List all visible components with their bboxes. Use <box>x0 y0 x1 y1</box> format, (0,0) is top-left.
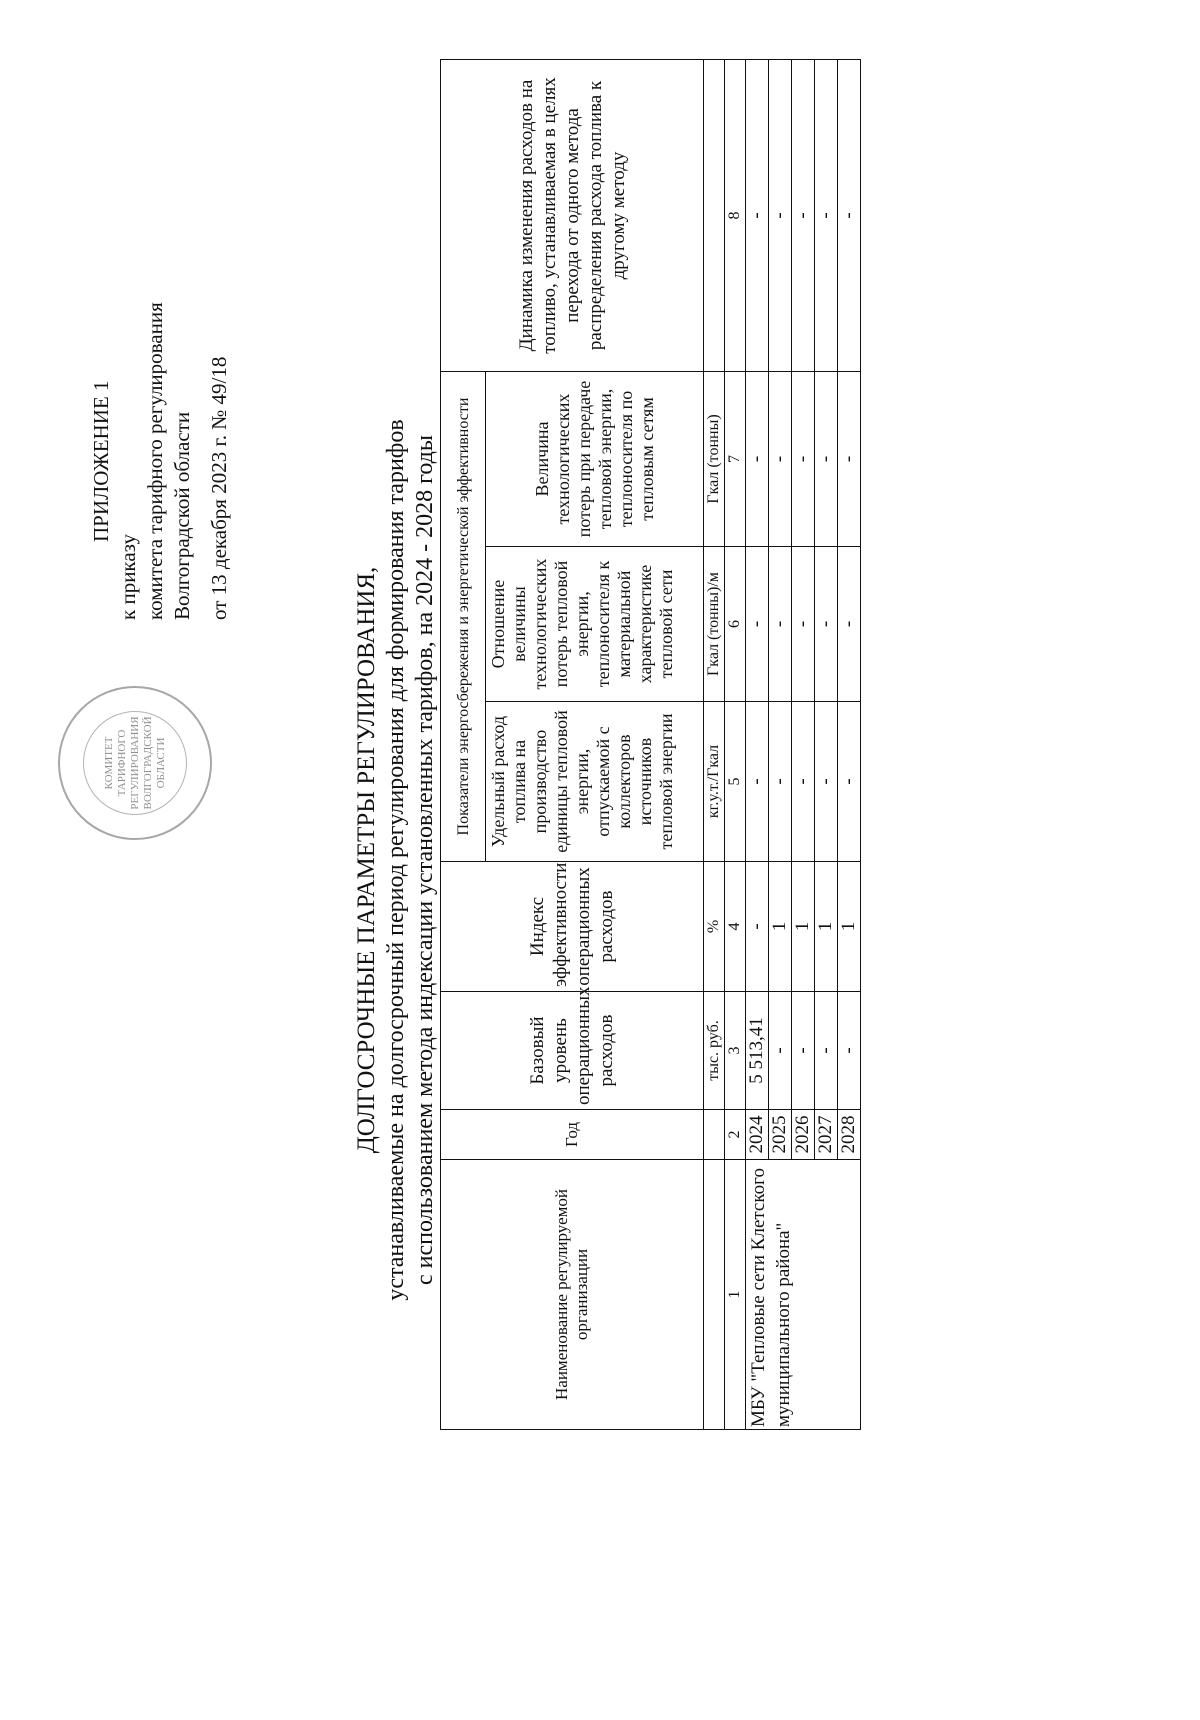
appendix-line: от 13 декабря 2023 г. № 49/18 <box>207 356 231 620</box>
unit-cell: Гкал (тонны)/м <box>704 547 725 702</box>
fuel-dynamics-cell: - <box>769 59 792 371</box>
fuel-rate-cell: - <box>792 702 815 862</box>
header-year: Год <box>441 1110 704 1160</box>
tech-losses-cell: - <box>815 371 838 546</box>
loss-ratio-cell: - <box>815 547 838 702</box>
document-title: ДОЛГОСРОЧНЫЕ ПАРАМЕТРЫ РЕГУЛИРОВАНИЯ, <box>353 566 380 1154</box>
index-cell: 1 <box>815 862 838 992</box>
unit-cell <box>704 1110 725 1160</box>
appendix-line: к приказу <box>116 534 140 620</box>
column-number: 2 <box>725 1110 746 1160</box>
index-cell: 1 <box>838 862 861 992</box>
appendix-line: комитета тарифного регулирования <box>143 302 167 620</box>
appendix-block <box>88 100 233 620</box>
loss-ratio-cell: - <box>769 547 792 702</box>
base-opex-cell: - <box>838 992 861 1110</box>
parameters-table-wrapper <box>440 60 861 1430</box>
fuel-rate-cell: - <box>838 702 861 862</box>
loss-ratio-cell: - <box>746 547 769 702</box>
column-number: 8 <box>725 59 746 371</box>
header-energy-group: Показатели энергосбережения и энергетической эффективности <box>441 371 486 861</box>
year-cell: 2027 <box>815 1110 838 1160</box>
header-org: Наименование регулируемой организации <box>441 1160 704 1430</box>
tech-losses-cell: - <box>769 371 792 546</box>
column-number: 3 <box>725 992 746 1110</box>
header-fuel-rate: Удельный расход топлива на производство единицы тепловой энергии, отпускаемой с коллекторов источников тепловой энергии <box>486 702 704 862</box>
document-subtitle: с использованием метода индексации установленных тарифов, на 2024 - 2028 годы <box>412 435 438 1285</box>
header-tech-losses: Величина технологических потерь при передаче тепловой энергии, теплоносителя по тепловым сетям <box>486 371 704 546</box>
header-loss-ratio: Отношение величины технологических потерь тепловой энергии, теплоносителя к материальной характеристике тепловой сети <box>486 547 704 702</box>
fuel-dynamics-cell: - <box>815 59 838 371</box>
unit-cell: % <box>704 862 725 992</box>
column-number: 7 <box>725 371 746 546</box>
fuel-dynamics-cell: - <box>746 59 769 371</box>
column-number: 1 <box>725 1160 746 1430</box>
header-fuel-dynamics: Динамика изменения расходов на топливо, устанавливаемая в целях перехода от одного метода распределения расхода топлива к другому методу <box>441 59 704 371</box>
index-cell: - <box>746 862 769 992</box>
year-cell: 2028 <box>838 1110 861 1160</box>
header-base-opex: Базовый уровень операционных расходов <box>441 992 704 1110</box>
base-opex-cell: - <box>769 992 792 1110</box>
base-opex-cell: - <box>792 992 815 1110</box>
header-row <box>441 59 486 1429</box>
fuel-dynamics-cell: - <box>838 59 861 371</box>
appendix-line: ПРИЛОЖЕНИЕ 1 <box>89 380 113 542</box>
year-cell: 2024 <box>746 1110 769 1160</box>
year-cell: 2026 <box>792 1110 815 1160</box>
seal-inner-ring <box>83 711 187 815</box>
fuel-rate-cell: - <box>746 702 769 862</box>
unit-cell: кг.у.т./Гкал <box>704 702 725 862</box>
base-opex-cell: 5 513,41 <box>746 992 769 1110</box>
column-number: 6 <box>725 547 746 702</box>
column-number: 5 <box>725 702 746 862</box>
seal-text: КОМИТЕТ ТАРИФНОГО РЕГУЛИРОВАНИЯ ВОЛГОГРАДСКОЙ ОБЛАСТИ <box>102 716 167 810</box>
fuel-dynamics-cell: - <box>792 59 815 371</box>
official-seal <box>58 686 212 840</box>
appendix-line: Волгоградской области <box>170 411 194 620</box>
parameters-table <box>440 59 861 1430</box>
tech-losses-cell: - <box>838 371 861 546</box>
units-row <box>704 59 725 1429</box>
fuel-rate-cell: - <box>815 702 838 862</box>
year-cell: 2025 <box>769 1110 792 1160</box>
fuel-rate-cell: - <box>769 702 792 862</box>
organization-name: МБУ "Тепловые сети Клетского муниципального района" <box>746 1160 861 1430</box>
column-numbers-row <box>725 59 746 1429</box>
document-subtitle: устанавливаемые на долгосрочный период регулирования для формирования тарифов <box>383 419 409 1301</box>
loss-ratio-cell: - <box>838 547 861 702</box>
unit-cell: тыс. руб. <box>704 992 725 1110</box>
loss-ratio-cell: - <box>792 547 815 702</box>
base-opex-cell: - <box>815 992 838 1110</box>
unit-cell: Гкал (тонны) <box>704 371 725 546</box>
unit-cell <box>704 1160 725 1430</box>
header-efficiency-index: Индекс эффективности операционных расходов <box>441 862 704 992</box>
index-cell: 1 <box>792 862 815 992</box>
tech-losses-cell: - <box>746 371 769 546</box>
index-cell: 1 <box>769 862 792 992</box>
unit-cell <box>704 59 725 371</box>
table-row <box>746 59 769 1429</box>
column-number: 4 <box>725 862 746 992</box>
tech-losses-cell: - <box>792 371 815 546</box>
